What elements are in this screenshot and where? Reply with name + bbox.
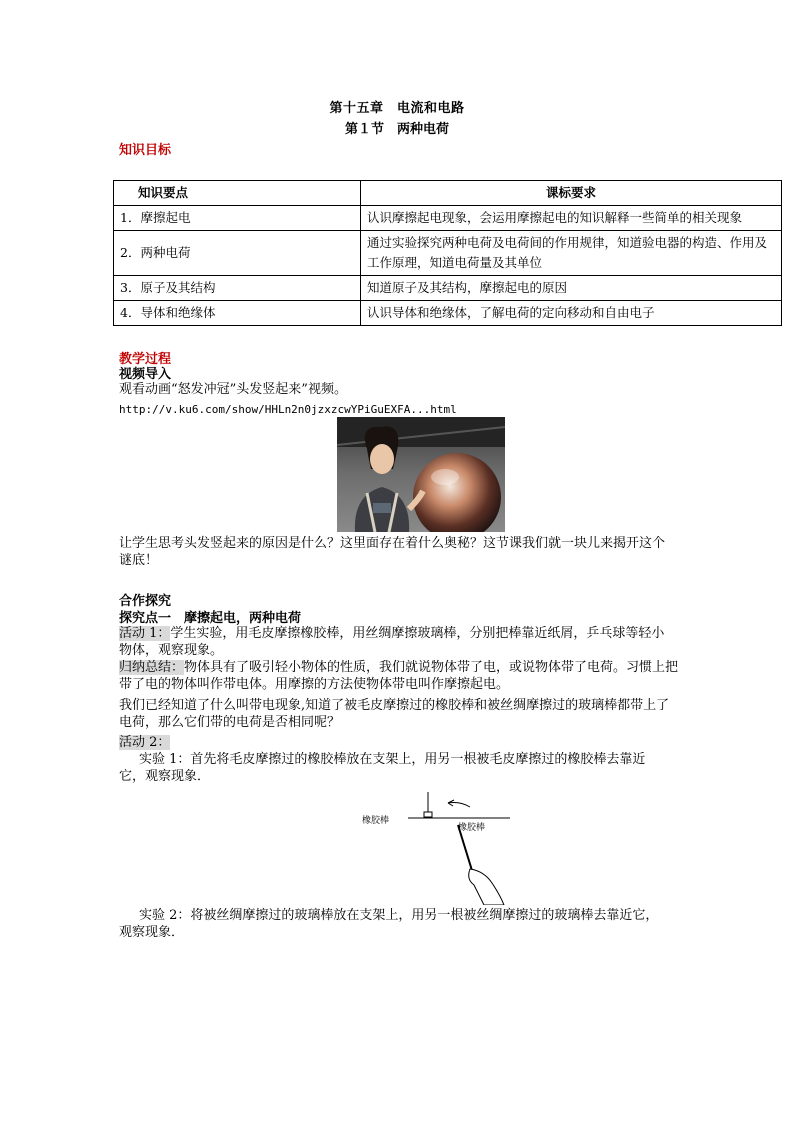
video-intro-heading: 视频导入	[119, 367, 172, 382]
table-cell: 知道原子及其结构，摩擦起电的原因	[361, 276, 782, 301]
table-cell: 1．摩擦起电	[114, 206, 361, 231]
activity-1	[119, 625, 671, 659]
section-title: 第１节 两种电荷	[344, 122, 449, 137]
activity-2-label: 活动 2：	[119, 735, 171, 750]
summary-label: 归纳总结：	[119, 660, 185, 675]
experiment-2: 实验 2：将被丝绸摩擦过的玻璃棒放在支架上，用另一根被丝绸摩擦过的玻璃棒去靠近它，观察现象．	[119, 908, 659, 940]
summary-text: 物体具有了吸引轻小物体的性质，我们就说物体带了电，或说物体带了电荷。习惯上把带了电的物体叫作带电体。用摩擦的方法使物体带电叫作摩擦起电。	[119, 660, 679, 692]
table-row	[114, 301, 782, 326]
teaching-process-heading: 教学过程	[119, 352, 172, 367]
chapter-title: 第十五章 电流和电路	[329, 101, 465, 116]
summary	[119, 659, 679, 693]
table-cell: 3．原子及其结构	[114, 276, 361, 301]
inquiry-point-1: 探究点一 摩擦起电，两种电荷	[119, 611, 302, 626]
table-cell: 通过实验探究两种电荷及电荷间的作用规律，知道验电器的构造、作用及工作原理，知道电荷量及其单位	[361, 231, 782, 276]
table-row	[114, 231, 782, 276]
table-header-cell: 课标要求	[361, 181, 782, 206]
table-cell: 4．导体和绝缘体	[114, 301, 361, 326]
table-header-cell: 知识要点	[114, 181, 361, 206]
table-cell: 认识导体和绝缘体，了解电荷的定向移动和自由电子	[361, 301, 782, 326]
video-url-link[interactable]: http://v.ku6.com/show/HHLn2n0jzxzcwYPiGuEXFA...html	[119, 403, 457, 416]
activity-1-text: 学生实验，用毛皮摩擦橡胶棒，用丝绸摩擦玻璃棒，分别把棒靠近纸屑，乒乓球等轻小物体，观察现象。	[119, 626, 665, 658]
activity-1-label: 活动 1：	[119, 626, 171, 641]
diagram-label-left: 橡胶棒	[362, 816, 390, 826]
rubber-rod-diagram	[360, 787, 520, 905]
cooperative-inquiry-heading: 合作探究	[119, 594, 172, 609]
table-cell: 2．两种电荷	[114, 231, 361, 276]
opening-question: 让学生思考头发竖起来的原因是什么？这里面存在着什么奥秘？这节课我们就一块儿来揭开这个谜底！	[119, 536, 666, 568]
table-row	[114, 276, 782, 301]
experiment-1: 实验 1：首先将毛皮摩擦过的橡胶棒放在支架上，用另一根被毛皮摩擦过的橡胶棒去靠近它，观察现象．	[119, 752, 646, 784]
transition-text: 我们已经知道了什么叫带电现象,知道了被毛皮摩擦过的橡胶棒和被丝绸摩擦过的玻璃棒都带上了电荷，那么它们带的电荷是否相同呢？	[119, 698, 670, 730]
video-intro-text: 观看动画“怒发冲冠”头发竖起来”视频。	[119, 382, 347, 397]
knowledge-table	[113, 180, 782, 326]
hair-static-photo	[337, 417, 505, 532]
diagram-label-right: 橡胶棒	[458, 823, 486, 833]
table-cell: 认识摩擦起电现象，会运用摩擦起电的知识解释一些简单的相关现象	[361, 206, 782, 231]
table-row	[114, 206, 782, 231]
activity-2	[119, 734, 679, 751]
table-header-row	[114, 181, 782, 206]
knowledge-goals-heading: 知识目标	[119, 143, 172, 158]
